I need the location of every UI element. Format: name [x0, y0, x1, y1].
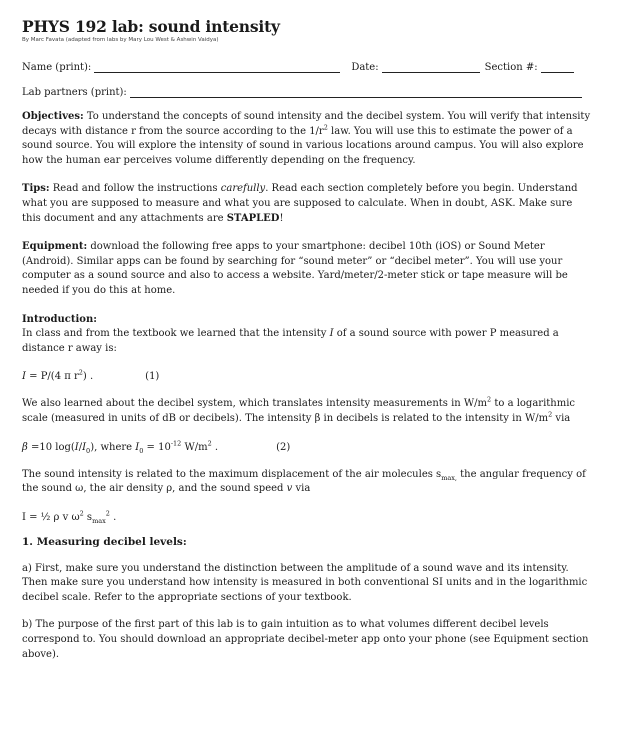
- eq1-superscript: 2: [78, 368, 83, 377]
- eq2-number: (2): [276, 441, 291, 453]
- name-blank[interactable]: [94, 62, 340, 73]
- decibel-paragraph: [22, 397, 592, 426]
- section-1b-paragraph: b) The purpose of the first part of this lab is to gain intuition as to what volumes different decibel levels correspond to. You should download an appropriate decibel-meter app onto your phone (see Equipment section above).: [22, 619, 589, 660]
- introduction-paragraph: [22, 327, 592, 356]
- displacement-text-a: The sound intensity is related to the maximum displacement of the air molecules s: [22, 468, 442, 480]
- equation-1: [22, 370, 592, 384]
- eq2-slash: /: [78, 441, 83, 453]
- decibel-text-c: via: [552, 412, 571, 424]
- introduction-heading: [22, 313, 592, 328]
- tips-text-a: Read and follow the instructions: [49, 183, 221, 195]
- eq2-sup-exp: -12: [170, 439, 182, 448]
- eq1-number: (1): [145, 371, 160, 383]
- tips-text-c: !: [279, 212, 284, 224]
- displacement-text-c: via: [292, 483, 311, 495]
- decibel-sup-1: 2: [487, 395, 492, 404]
- eq3-text-b: s: [83, 511, 93, 523]
- tips-emphasis: carefully: [220, 183, 266, 195]
- displacement-sub-max: max,: [441, 473, 457, 482]
- introduction-var-i: I: [329, 328, 334, 340]
- eq3-sup-1: 2: [79, 509, 84, 518]
- introduction-label: Introduction:: [22, 313, 97, 325]
- eq3-sup-2: 2: [105, 509, 110, 518]
- author-byline: By Marc Favata (adapted from labs by Mary Lou West & Ashwin Vaidya): [22, 37, 219, 43]
- eq2-part-d: W/m: [181, 441, 208, 453]
- lab-partners-row: [22, 87, 592, 98]
- section-1a-paragraph: a) First, make sure you understand the distinction between the amplitude of a sound wave and its intensity. Then make sure you understand how intensity is measured in both conventional SI units and in the logarithmic decibel scale. Refer to the appropriate sections of your textbook.: [22, 562, 588, 603]
- equation-2: [22, 441, 592, 455]
- introduction-text-b: of a sound source with power P measured a distance r away is:: [22, 328, 559, 354]
- eq2-beta: β: [22, 441, 28, 453]
- objectives-paragraph: [22, 110, 592, 168]
- displacement-text-b: the angular frequency of the sound ω, the air density ρ, and the sound speed: [22, 468, 586, 495]
- tips-label: Tips:: [22, 183, 50, 195]
- objectives-superscript: 2: [323, 123, 328, 132]
- objectives-text-b: law. You will use this to estimate the power of a sound source. You will explore the intensity of sound in various locations around campus. You will also explore how the human ear perceives volume differently depending on the frequency.: [22, 125, 584, 166]
- displacement-var-v: v: [286, 483, 293, 495]
- decibel-text-b: to a logarithmic scale (measured in units of dB or decibels). The intensity β in decibels is related to the intensity in W/m: [22, 398, 576, 424]
- tips-paragraph: [22, 182, 592, 226]
- eq3-text-c: .: [109, 511, 117, 523]
- eq2-part-c: = 10: [143, 441, 171, 453]
- name-label: Name (print):: [22, 62, 92, 73]
- eq2-sup-2: 2: [207, 439, 212, 448]
- eq2-var-i0: I: [82, 441, 87, 453]
- eq2-var-i: I: [74, 441, 79, 453]
- document-title: PHYS 192 lab: sound intensity: [22, 17, 280, 36]
- eq3-text-a: I = ½ ρ v ω: [22, 511, 80, 523]
- tips-stapled: STAPLED: [226, 212, 280, 224]
- eq3-sub-max: max: [92, 516, 106, 525]
- section-1-heading: 1. Measuring decibel levels:: [22, 535, 187, 548]
- date-blank[interactable]: [382, 62, 480, 73]
- partners-label: Lab partners (print):: [22, 87, 127, 98]
- decibel-text-a: We also learned about the decibel system, which translates intensity measurements in W/m: [22, 398, 488, 410]
- equipment-label: Equipment:: [22, 241, 88, 253]
- tips-text-b: . Read each section completely before you begin. Understand what you are supposed to measure and what you are supposed to calculate. When in doubt, ASK. Make sure this document and any attachments are: [22, 183, 578, 224]
- eq2-part-e: .: [211, 441, 219, 453]
- objectives-label: Objectives:: [22, 111, 84, 122]
- section-blank[interactable]: [541, 62, 574, 73]
- eq2-sub-0: 0: [86, 446, 91, 455]
- eq2-var-i0b: I: [135, 441, 140, 453]
- equipment-paragraph: [22, 240, 592, 298]
- eq1-lhs: I: [22, 371, 26, 383]
- document-page: [22, 18, 592, 662]
- equation-3: [22, 511, 592, 525]
- equipment-text: download the following free apps to your smartphone: decibel 10th (iOS) or Sound Meter (Android). Similar apps can be found by searching for “sound meter” or “decibel meter”. You will use your computer as a sound source and also to access a website. Yard/meter/2-meter stick or tape measure will be needed if you do this at home.: [22, 241, 568, 296]
- name-date-section-row: [22, 62, 592, 73]
- section-label: Section #:: [484, 62, 538, 73]
- partners-blank[interactable]: [130, 87, 582, 98]
- introduction-text-a: In class and from the textbook we learned that the intensity: [22, 328, 330, 340]
- eq2-sub-0b: 0: [139, 446, 144, 455]
- date-label: Date:: [351, 62, 379, 73]
- displacement-paragraph: [22, 468, 592, 497]
- eq1-rhs-b: ) .: [82, 371, 94, 383]
- eq2-part-b: ), where: [90, 441, 136, 453]
- objectives-text-a: To understand the concepts of sound intensity and the decibel system. You will verify that intensity decays with distance r from the source according to the 1/r: [22, 111, 591, 137]
- eq2-part-a: =10 log(: [27, 441, 75, 453]
- eq1-rhs-a: = P/(4 π r: [25, 371, 79, 383]
- decibel-sup-2: 2: [548, 410, 553, 419]
